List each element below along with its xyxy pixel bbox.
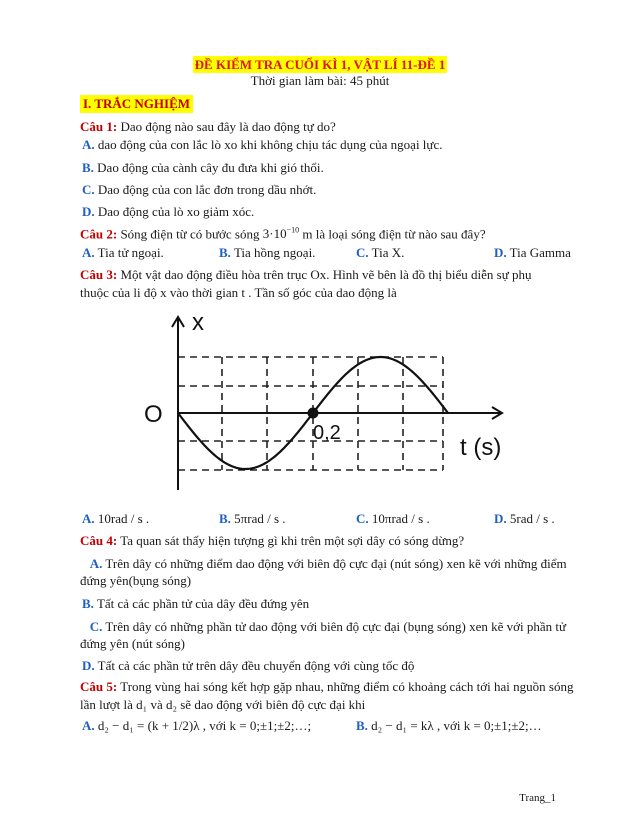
option-text: dao động của con lắc lò xo khi không chịu tác dụng của ngoại lực. [97,137,443,152]
q4-option-c [80,618,580,652]
option-text: 10rad / s . [97,511,150,526]
option-letter: C. [82,182,95,197]
formula-base: 3·10 [262,226,287,242]
section-heading: I. TRẮC NGHIỆM [80,95,193,113]
q1-option-d [82,203,572,220]
option-letter: B. [219,245,231,260]
time-limit: Thời gian làm bài: 45 phút [250,73,390,88]
question-2 [80,222,570,242]
option-text: Tia hồng ngoại. [233,245,316,260]
option-letter: A. [82,718,95,733]
option-letter: C. [89,619,103,634]
formula-exponent: −10 [286,226,300,235]
question-label: Câu 4: [80,533,118,548]
option-text: Tia X. [371,245,405,260]
q2-option-c [356,245,404,261]
q4-option-a [80,555,580,589]
option-letter: C. [356,245,369,260]
option-text: d₂ − d₁ = kλ , với k = 0;±1;±2;… [371,718,542,733]
option-text: Dao động của con lắc đơn trong dầu nhớt. [97,182,317,197]
option-letter: B. [82,596,94,611]
option-letter: A. [89,556,103,571]
q2-option-b [219,245,315,261]
option-letter: A. [82,511,95,526]
question-4 [80,532,570,549]
origin-label: O [144,401,163,428]
option-letter: B. [82,160,94,175]
question-label: Câu 2: [80,226,118,242]
wavelength-formula [263,226,299,241]
q1-option-b [82,159,572,176]
page-number: Trang_1 [519,792,556,804]
oscillation-graph [130,305,520,500]
marker-point [308,408,319,419]
q2-option-a [82,245,164,261]
q1-option-c [82,181,572,198]
q5-option-b [356,718,542,734]
title-text: ĐỀ KIỂM TRA CUỐI KÌ 1, VẬT LÍ 11-ĐỀ 1 [194,57,446,72]
q4-option-b [82,595,572,612]
question-label: Câu 3: [80,267,118,282]
q3-option-b [219,511,286,527]
question-1 [80,118,570,135]
q3-option-a [82,511,149,527]
question-text: Ta quan sát thấy hiện tượng gì khi trên một sợi dây có sóng dừng? [120,533,465,548]
option-text: 5rad / s . [509,511,555,526]
option-text: 10πrad / s . [371,511,430,526]
question-label: Câu 5: [80,679,118,694]
question-5 [80,678,580,695]
document-title [0,57,640,73]
option-text: Dao động của cành cây đu đưa khi gió thổi. [97,160,324,175]
marker-label: 0,2 [313,422,341,444]
question-3 [80,266,570,283]
option-letter: A. [82,245,95,260]
question-text: Một vật dao động điều hòa trên trục Ox. Hình vẽ bên là đồ thị biểu diễn sự phụ [120,267,532,282]
option-text: Dao động của lò xo giảm xóc. [97,204,255,219]
option-letter: D. [82,658,95,673]
option-letter: B. [219,511,231,526]
question-text-end: m là loại sóng điện từ nào sau đây? [302,226,486,242]
question-5-line-2: lần lượt là d₁ và d₂ sẽ dao động với biên độ cực đại khi [80,697,366,712]
question-text: Trong vùng hai sóng kết hợp gặp nhau, những điểm có khoảng cách tới hai nguồn sóng [120,679,574,694]
option-letter: D. [494,511,507,526]
option-text: 5πrad / s . [234,511,286,526]
x-axis-label: t (s) [460,434,502,461]
q5-option-a [82,718,311,734]
option-text: Tất cả các phần tử trên dây đều chuyển động với cùng tốc độ [97,658,415,673]
option-letter: D. [82,204,95,219]
option-text: Tia Gamma [509,245,571,260]
option-text: Trên dây có những phần tử dao động với biên độ cực đại (bụng sóng) xen kẽ với phần tử [105,619,567,634]
q1-option-a [82,136,572,153]
option-text: Trên dây có những điểm dao động với biên độ cực đại (nút sóng) xen kẽ với những điểm [105,556,567,571]
option-letter: B. [356,718,368,733]
question-text: Sóng điện từ có bước sóng [120,226,260,242]
option-text-cont: đứng yên(bụng sóng) [80,573,192,588]
q3-option-c [356,511,430,527]
q2-option-d [494,245,571,261]
option-text: d₂ − d₁ = (k + 1/2)λ , với k = 0;±1;±2;…; [97,718,312,733]
question-3-line-2: thuộc của li độ x vào thời gian t . Tần số góc của dao động là [80,285,397,300]
option-text: Tia tử ngoại. [97,245,164,260]
option-letter: C. [356,511,369,526]
option-text: Tất cả các phần tử của dây đều đứng yên [96,596,310,611]
question-text: Dao động nào sau đây là dao động tự do? [120,119,336,134]
y-axis-label: x [192,309,204,336]
option-text-cont: đứng yên (nút sóng) [80,636,185,651]
q3-option-d [494,511,555,527]
question-label: Câu 1: [80,119,118,134]
q4-option-d [82,657,572,674]
option-letter: A. [82,137,95,152]
option-letter: D. [494,245,507,260]
